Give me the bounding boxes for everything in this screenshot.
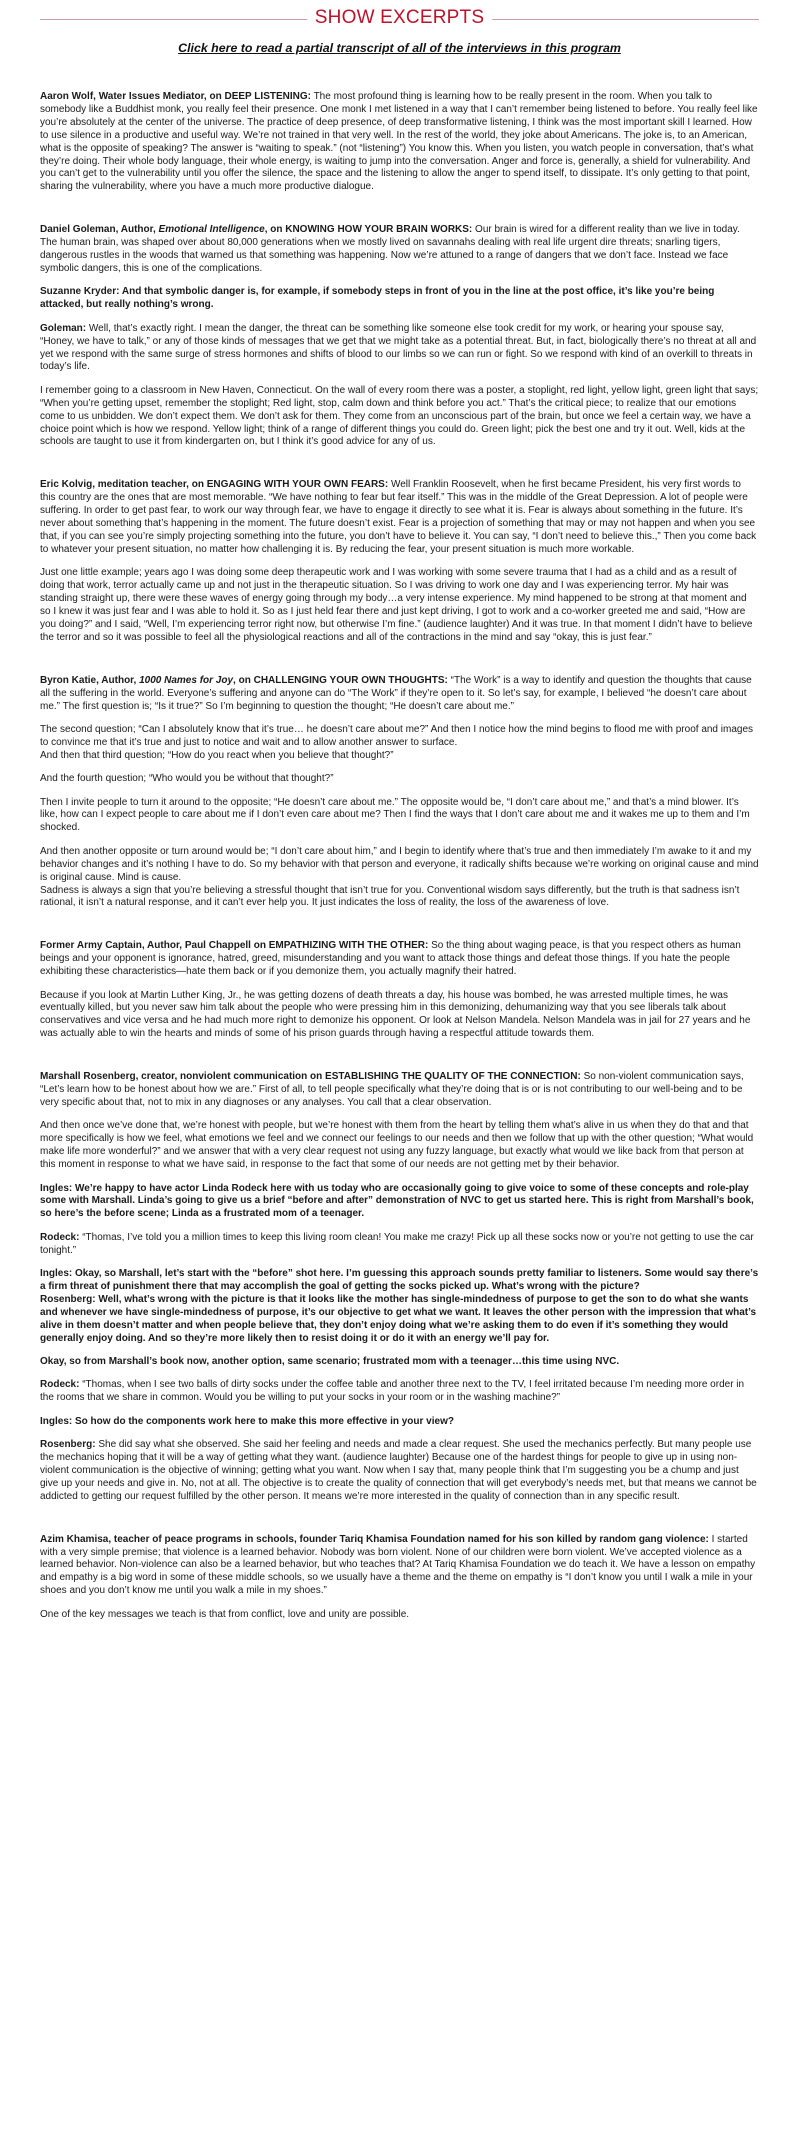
- question-paragraph: Okay, so from Marshall’s book now, another option, same scenario; frustrated mom with a teenager…this time using NVC.: [40, 1355, 620, 1367]
- transcript-link[interactable]: Click here to read a partial transcript of all of the interviews in this program: [178, 41, 621, 55]
- paragraph: Byron Katie, Author, 1000 Names for Joy, on CHALLENGING YOUR OWN THOUGHTS: “The Work” is a way to identify and question the thoughts that cause all the suffering in the world. Everyone’s suffering and anyone can do “The Work” if they’re open to it. So let’s say, for example, I believed “he doesn’t care about me.” The first question is; “Is it true?” So I’m beginning to question the thought; “He doesn’t care about me.”: [40, 674, 752, 712]
- speaker-lead: Rosenberg:: [40, 1439, 96, 1451]
- page-header: [40, 6, 759, 32]
- speaker-lead: Byron Katie, Author,: [40, 674, 140, 686]
- speaker-lead: Rodeck:: [40, 1231, 80, 1243]
- excerpt-eric-kolvig: [40, 479, 759, 644]
- excerpts-content: [0, 91, 799, 1622]
- paragraph: Daniel Goleman, Author, Emotional Intelligence, on KNOWING HOW YOUR BRAIN WORKS: Our brain is wired for a different reality than we live in today. The human brain, was shaped over about 80,000 generations when we mostly lived on savannahs dealing with real life urgent dire threats; snarling tigers, dangerous rustles in the woods that warned us that something was happening. Now we’re attuned to a range of dangers that we don’t face. Instead we face symbolic dangers, this is one of the complications.: [40, 224, 740, 274]
- question-paragraph: Suzanne Kryder: And that symbolic danger is, for example, if somebody steps in front of you in the line at the post office, it’s like you’re being attacked, but really nothing’s wrong.: [40, 286, 715, 311]
- speaker-lead: Goleman:: [40, 322, 87, 334]
- excerpt-paul-chappell: [40, 940, 759, 1041]
- paragraph: Rodeck: “Thomas, when I see two balls of dirty socks under the coffee table and another three next to the TV, I feel irritated because I’m needing more order in the rooms that we share in common. Would you be willing to put your socks in your room or in the washing machine?”: [40, 1379, 745, 1404]
- answer-paragraph: Rosenberg: Well, what’s wrong with the picture is that it looks like the mother has single-mindedness of purpose to get the son to do what she wants and whenever we have single-mindedness of purpose, it’s our objective to get what we want. It leaves the other person with the impression that what’s alive in them doesn’t matter and when people believe that, they don’t enjoy doing what we’re asking them to do even if it’s something they would generally enjoy doing. And so they’re more likely then to resist doing it or do it with an energy we’ll pay for.: [40, 1293, 757, 1344]
- paragraph: And then once we’ve done that, we’re honest with people, but we’re honest with them from the heart by telling them what’s alive in us when they do that and that more specifically is how we feel, what emotions we feel and we connect our feelings to our needs and then we follow that up with the other question; “What would make life more wonderful?” and we answer that with a very clear request not using any fuzzy language, but exactly what would we like back from that person at this moment in response to what we have said, in response to the fact that some of our needs are not getting met by their behavior.: [40, 1120, 754, 1171]
- paragraph: Rosenberg: She did say what she observed. She said her feeling and needs and made a clear request. She used the mechanics perfectly. But many people use the mechanics hoping that it will be a way of getting what they want. (audience laughter) Because one of the hardest things for people to give up in using non-violent communication is the objective of winning; getting what you want. Now when I say that, many people think that I’m suggesting you be a chump and just give up your needs and give in. No, not at all. The objective is to create the quality of connection that will get everybody’s needs met, but that means we cannot be addicted to getting our request fulfilled by the other person. It means we’re more interested in the quality of connection than in any specific result.: [40, 1439, 757, 1502]
- book-title: 1000 Names for Joy: [139, 674, 234, 686]
- paragraph: Because if you look at Martin Luther King, Jr., he was getting dozens of death threats a day, his house was bombed, he was arrested multiple times, he was eventually killed, but you never saw him talk about the people who were pressing him in this demonizing, dehumanizing way that you see liberals talk about conservatives and vice versa and he had much more right to demonize his opponent. Or look at Nelson Mandela. Nelson Mandela was in jail for 27 years and he was actually able to win the hearts and minds of some of his prison guards through having a respectful attitude towards them.: [40, 989, 751, 1040]
- paragraph: Just one little example; years ago I was doing some deep therapeutic work and I was working with some severe trauma that I had as a child and as a result of doing that work, terror actually came up and not just in the therapeutic situation. So I was driving to work one day and I was experiencing terror. My hair was standing straight up, there were these waves of energy going through my body…a very intense experience. My mind happened to be strong at that moment and so I knew it was just fear and I was able to hold it. So as I just held fear there and just kept driving, I got to work and a co-worker greeted me and said, “How are you doing?” and I said, “Well, I’m experiencing terror right now, but otherwise I’m fine.” (audience laughter) And it was true. In that moment I didn’t have to believe the terror and so it was possible to feel all the physiological reactions and all of the contractions in the mind and say “okay, this is just fear.”: [40, 567, 753, 643]
- paragraph: Sadness is always a sign that you’re believing a stressful thought that isn’t true for you. Conventional wisdom says differently, but the truth is that sadness isn’t rational, it isn’t a natural response, and it can’t ever help you. It just indicates the loss of reality, the loss of the awareness of love.: [40, 884, 740, 909]
- speaker-lead: Marshall Rosenberg, creator, nonviolent communication on ESTABLISHING THE QUALITY OF THE CONNECTION:: [40, 1071, 581, 1083]
- excerpt-aaron-wolf: [40, 91, 759, 194]
- question-paragraph: Ingles: Okay, so Marshall, let’s start with the “before” shot here. I’m guessing this approach sounds pretty familiar to listeners. Some would say there’s a firm threat of punishment there that may accomplish the goal of getting the socks picked up. What’s wrong with the picture?: [40, 1268, 759, 1292]
- paragraph: One of the key messages we teach is that from conflict, love and unity are possible.: [40, 1608, 410, 1620]
- paragraph: Eric Kolvig, meditation teacher, on ENGAGING WITH YOUR OWN FEARS: Well Franklin Roosevelt, when he first became President, his very first words to this country are the ones that are most memorable. “We have nothing to fear but fear itself.” This was in the middle of the Great Depression. A lot of people were suffering. In order to get past fear, to work our way through fear, we have to engage it directly to see what it is. Fear is always about something in the future. It’s never about something that’s happening in the moment. The future doesn’t exist. Fear is a projection of something that may or may not happen and when you see that, if you can see you’re simply projecting something into the future, you don’t have to believe it. You can say, “I don’t need to believe this.,” Then you come back to whatever your present situation, no matter how challenging it is. By reducing the fear, your present situation is much more workable.: [40, 479, 757, 555]
- speaker-lead: Aaron Wolf, Water Issues Mediator, on DEEP LISTENING:: [40, 91, 311, 102]
- speaker-lead: Eric Kolvig, meditation teacher, on ENGAGING WITH YOUR OWN FEARS:: [40, 479, 389, 491]
- question-paragraph: Ingles: We’re happy to have actor Linda Rodeck here with us today who are occasionally going to give voice to some of these concepts and role-play some with Marshall. Linda’s going to give us a brief “before and after” demonstration of NVC to get us started here. This is right from Marshall’s book, so here’s the before scene; Linda as a frustrated mom of a teenager.: [40, 1182, 754, 1220]
- paragraph: Aaron Wolf, Water Issues Mediator, on DEEP LISTENING: The most profound thing is learning how to be really present in the room. When you talk to somebody like a Buddhist monk, you really feel their presence. One monk I met listened in a way that I can’t remember being listened to before. You really feel like you’re absolutely at the center of the universe. The practice of deep presence, of deep transformative listening, I think was the most important skill I learned. How to use silence in a productive and useful way. We’re not trained in that very well. In the rest of the world, they joke about Americans. The joke is, to an American, what is the opposite of speaking? The answer is “waiting to speak.” (not “listening”) You know this. When you listen, you watch people in conversation, that’s what they’re doing. Their whole body language, their whole energy, is waiting to jump into the conversation. Anger and force is, generally, a shield for vulnerability. And you can’t get to the vulnerability until you offer the silence, the space and the listening to allow the anger to spend itself, to dissipate. It’s only getting to that point, sharing the vulnerability, where you have a much more productive dialogue.: [40, 91, 758, 193]
- excerpt-marshall-rosenberg: [40, 1071, 759, 1503]
- speaker-lead: Daniel Goleman, Author,: [40, 224, 159, 236]
- paragraph: Then I invite people to turn it around to the opposite; “He doesn’t care about me.” The opposite would be, “I don’t care about me,” and that’s a mind blower. It’s like, how can I expect people to care about me if I don’t even care about me? Then I find the ways that I don’t care about me and it wakes me up to them and I’m shocked.: [40, 796, 750, 834]
- paragraph: Rodeck: “Thomas, I’ve told you a million times to keep this living room clean! You make me crazy! Pick up all these socks now or you’re not getting to use the car tonight.”: [40, 1231, 754, 1256]
- paragraph: Marshall Rosenberg, creator, nonviolent communication on ESTABLISHING THE QUALITY OF THE CONNECTION: So non-violent communication says, “Let’s learn how to be honest about how we are.” First of all, to tell people specifically what they’re doing that is or is not contributing to our well-being and to be very specific about that, not to mix in any diagnoses or any analyses. You call that a clear observation.: [40, 1071, 744, 1108]
- paragraph: And then another opposite or turn around would be; “I don’t care about him,” and I begin to identify where that’s true and then immediately I’m awake to it and my behavior changes and it’s nothing I have to do. So my behavior with that person and everyone, it radically shifts because we’re working on original cause and mind is original cause. Mind is cause.: [40, 845, 759, 883]
- speaker-lead: Azim Khamisa, teacher of peace programs in schools, founder Tariq Khamisa Foundation named for his son killed by random gang violence:: [40, 1533, 709, 1545]
- excerpt-azim-khamisa: [40, 1534, 759, 1622]
- paragraph: And the fourth question; “Who would you be without that thought?”: [40, 773, 334, 785]
- question-paragraph: Ingles: So how do the components work here to make this more effective in your view?: [40, 1415, 454, 1427]
- book-title: Emotional Intelligence: [158, 224, 265, 236]
- paragraph: Azim Khamisa, teacher of peace programs in schools, founder Tariq Khamisa Foundation named for his son killed by random gang violence: I started with a very simple premise; that violence is a learned behavior. Nobody was born violent. None of our children were born violent. We’ve accepted violence as a learned behavior. Non-violence can also be a learned behavior, but who teaches that? At Tariq Khamisa Foundation we do teach it. We have a lesson on empathy and empathy is a big word in some of these middle schools, so we usually have a theme and the theme on empathy is “I don’t know you until I walk a mile in your shoes and you don’t know me until you walk a mile in my shoes.”: [40, 1533, 756, 1597]
- speaker-lead: Rodeck:: [40, 1379, 80, 1391]
- paragraph: And then that third question; “How do you react when you believe that thought?”: [40, 749, 394, 761]
- paragraph: Former Army Captain, Author, Paul Chappell on EMPATHIZING WITH THE OTHER: So the thing about waging peace, is that you respect others as human beings and your opponent is ignorance, hatred, greed, misunderstanding and you want to attack those things and defeat those things. If you hate the people exhibiting these characteristics—hate them back or if you demonize them, you actually magnify their hatred.: [40, 940, 741, 978]
- speaker-lead: Former Army Captain, Author, Paul Chappell on EMPATHIZING WITH THE OTHER:: [40, 940, 429, 952]
- excerpt-byron-katie: [40, 675, 759, 911]
- paragraph: Goleman: Well, that’s exactly right. I mean the danger, the threat can be something like someone else took credit for my work, or hearing your spouse say, “Honey, we have to talk,” or any of those kinds of messages that we get that we might take as a potential threat. But, in fact, biologically there’s no threat at all and yet we respond with the same surge of stress hormones and shifts of blood to our limbs so we can run or fight. So we respond with kind of an overkill to threats in today’s life.: [40, 322, 757, 373]
- excerpt-daniel-goleman: [40, 224, 759, 449]
- paragraph: The second question; “Can I absolutely know that it’s true… he doesn’t care about me?” And then I notice how the mind begins to flood me with proof and images to convince me that it’s true and just to notice and wait and to allow another answer to surface.: [40, 723, 754, 748]
- page-title: SHOW EXCERPTS: [307, 6, 492, 30]
- paragraph: I remember going to a classroom in New Haven, Connecticut. On the wall of every room there was a poster, a stoplight, red light, yellow light, green light that says; “When you’re getting upset, remember the stoplight; Red light, stop, calm down and think before you act.” That’s the critical piece; to realize that our emotions come to us unbidden. We don’t expect them. We don’t ask for them. They come from an unconscious part of the brain, but once we feel a certain way, we have a choice point which is how we respond. Yellow light; think of a range of different things you could do. Green light; pick the best one and try it out. Well, kids at the schools are taught to use it from kindergarten on, but I think it’s good advice for any of us.: [40, 384, 759, 448]
